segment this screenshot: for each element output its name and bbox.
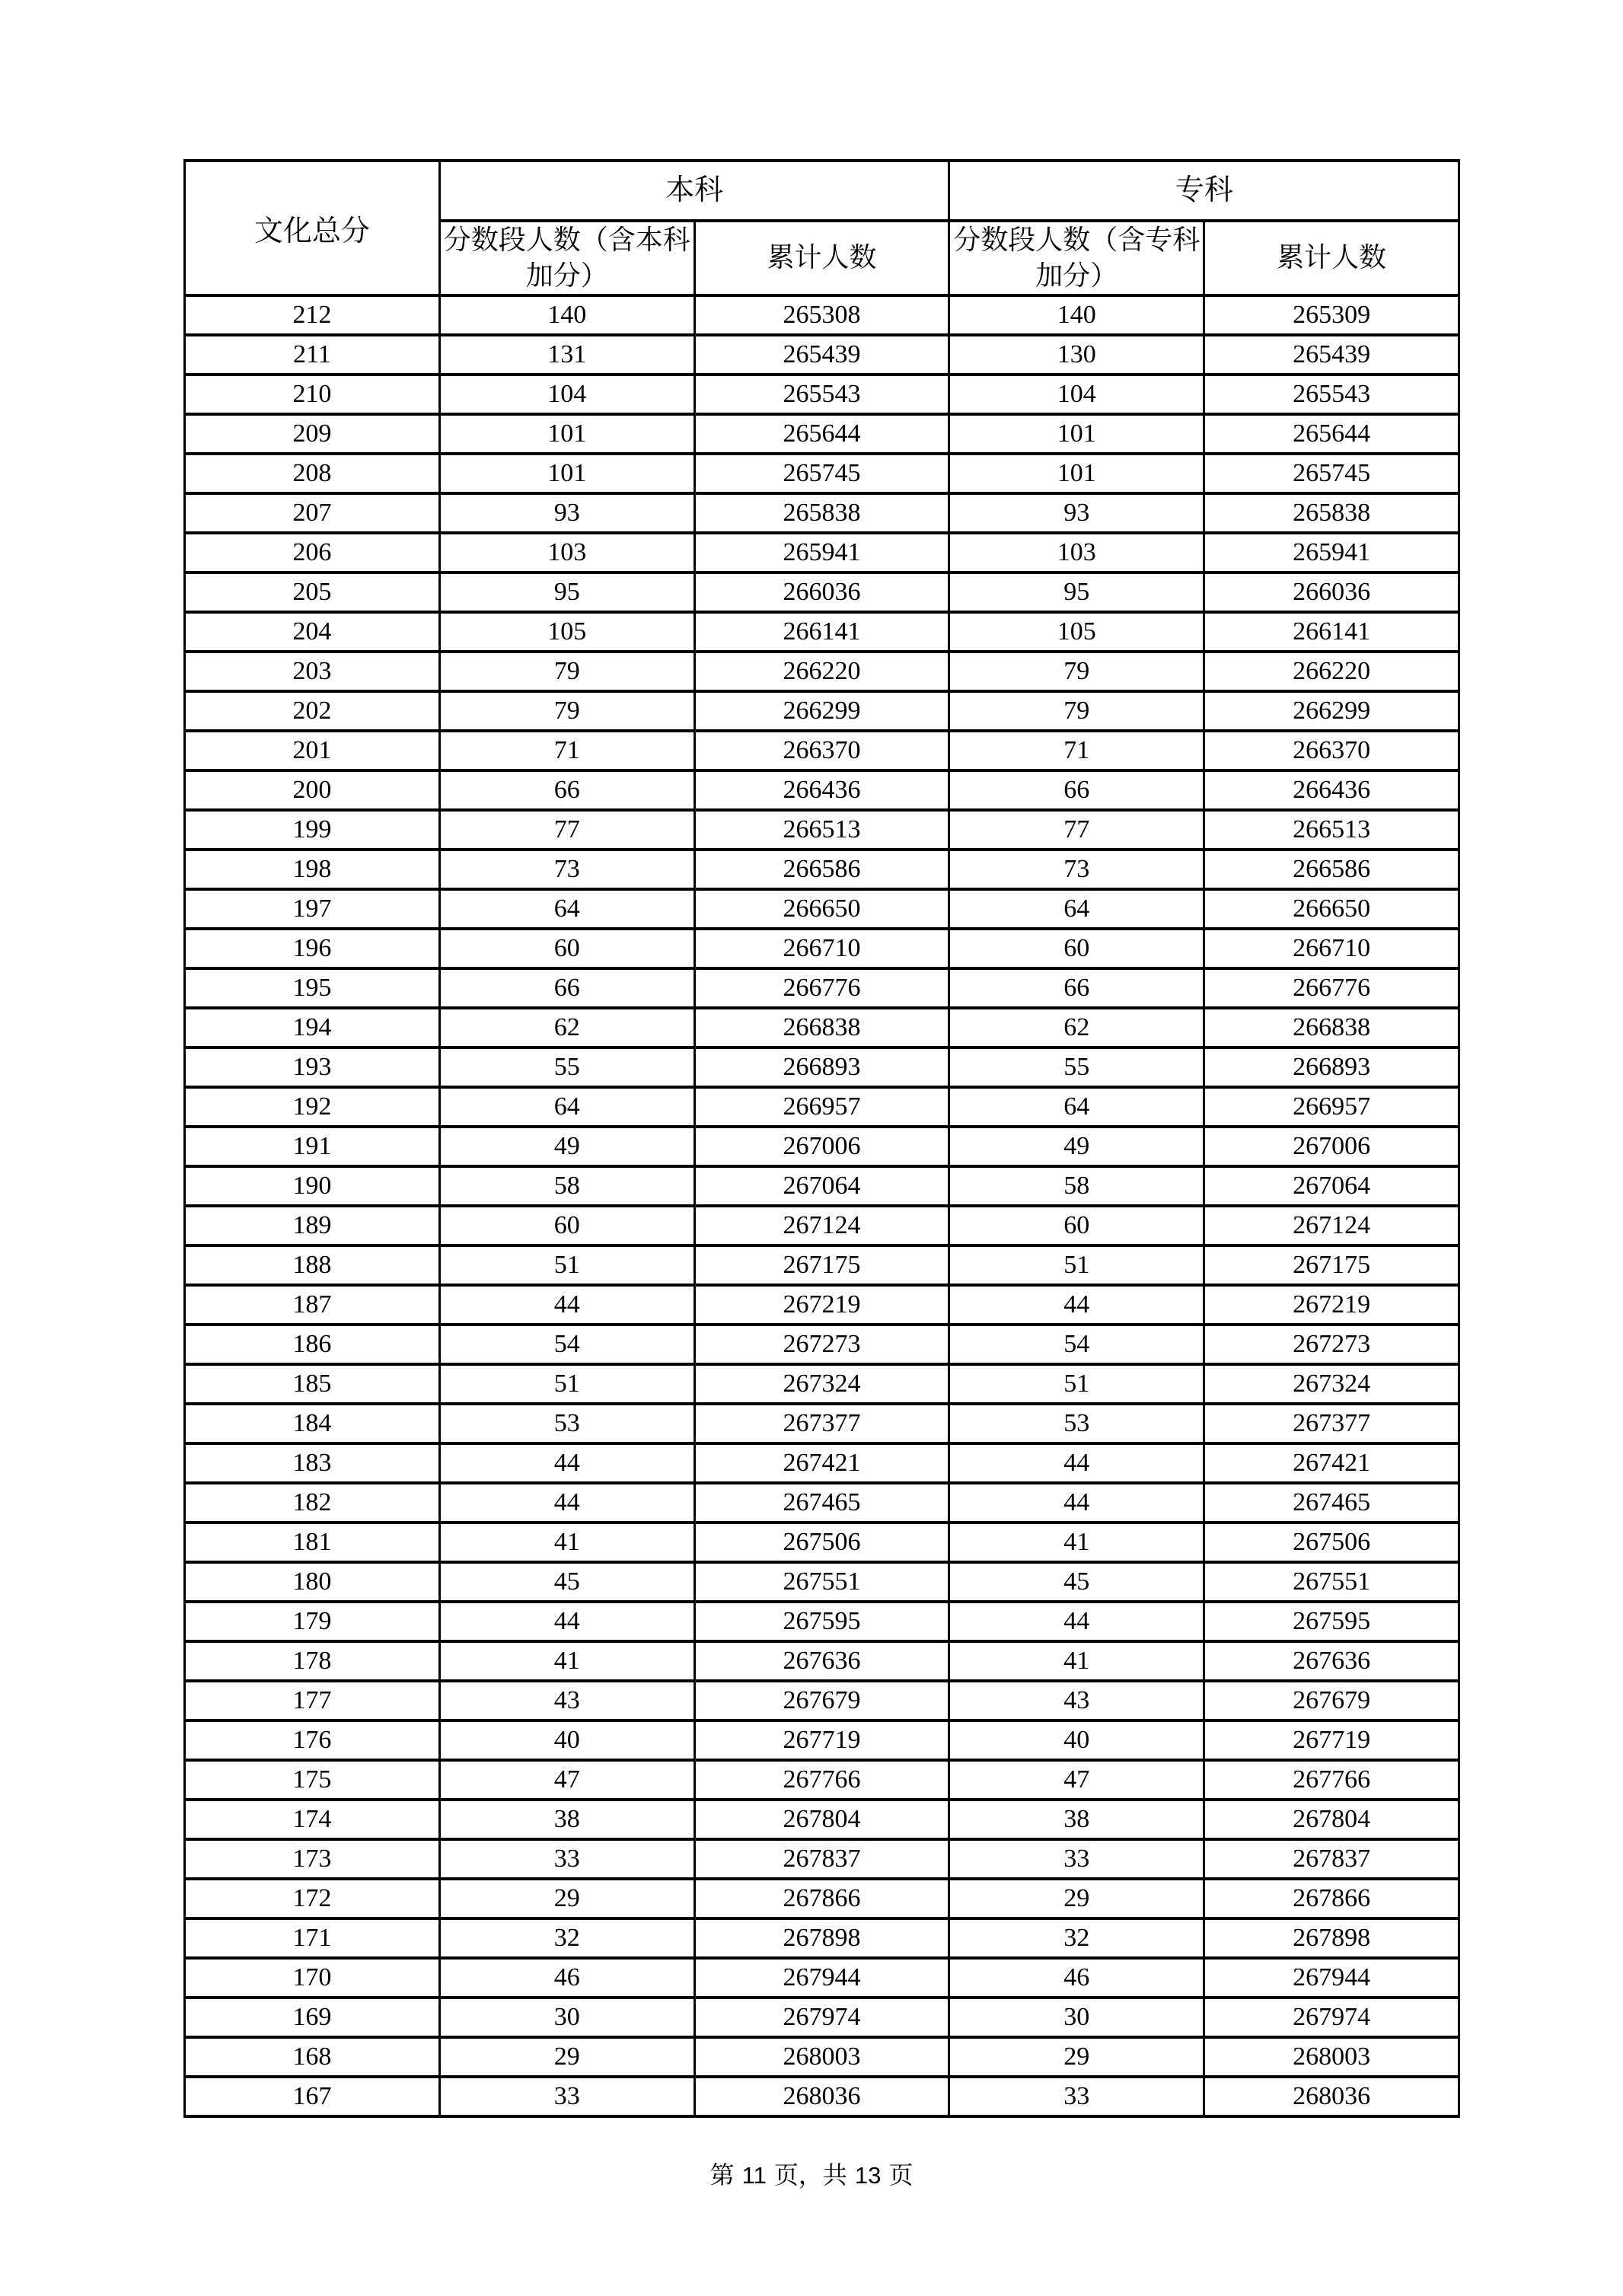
table-cell: 104 xyxy=(949,375,1204,414)
table-cell: 33 xyxy=(439,1839,694,1879)
table-cell: 66 xyxy=(949,968,1204,1008)
table-cell: 60 xyxy=(949,929,1204,968)
table-cell: 184 xyxy=(185,1404,440,1443)
table-cell: 71 xyxy=(439,731,694,770)
table-cell: 191 xyxy=(185,1127,440,1166)
table-cell: 267175 xyxy=(694,1245,949,1285)
table-cell: 43 xyxy=(949,1681,1204,1720)
table-cell: 267377 xyxy=(1204,1404,1459,1443)
table-cell: 266893 xyxy=(694,1048,949,1087)
table-cell: 58 xyxy=(949,1166,1204,1206)
table-cell: 195 xyxy=(185,968,440,1008)
table-row xyxy=(185,1800,1459,1839)
table-cell: 41 xyxy=(439,1641,694,1681)
table-cell: 267974 xyxy=(1204,1998,1459,2037)
table-cell: 170 xyxy=(185,1958,440,1998)
table-cell: 60 xyxy=(439,929,694,968)
table-cell: 55 xyxy=(949,1048,1204,1087)
table-cell: 267506 xyxy=(694,1523,949,1562)
table-cell: 44 xyxy=(439,1443,694,1483)
table-cell: 267421 xyxy=(1204,1443,1459,1483)
table-cell: 206 xyxy=(185,533,440,572)
table-row xyxy=(185,2077,1459,2116)
table-cell: 267944 xyxy=(694,1958,949,1998)
table-cell: 268036 xyxy=(694,2077,949,2116)
table-cell: 105 xyxy=(439,612,694,652)
table-row xyxy=(185,533,1459,572)
table-row xyxy=(185,1245,1459,1285)
table-cell: 93 xyxy=(949,493,1204,533)
table-cell: 266436 xyxy=(1204,770,1459,810)
table-cell: 30 xyxy=(949,1998,1204,2037)
table-cell: 95 xyxy=(949,572,1204,612)
table-cell: 60 xyxy=(439,1206,694,1245)
table-row xyxy=(185,1918,1459,1958)
table-cell: 140 xyxy=(949,295,1204,335)
table-cell: 266436 xyxy=(694,770,949,810)
table-cell: 266710 xyxy=(694,929,949,968)
table-cell: 47 xyxy=(439,1760,694,1800)
table-row xyxy=(185,1562,1459,1602)
table-cell: 101 xyxy=(439,414,694,454)
table-row xyxy=(185,1443,1459,1483)
table-header xyxy=(185,161,1459,295)
table-cell: 194 xyxy=(185,1008,440,1048)
table-cell: 267766 xyxy=(1204,1760,1459,1800)
table-cell: 267719 xyxy=(694,1720,949,1760)
table-cell: 189 xyxy=(185,1206,440,1245)
table-cell: 181 xyxy=(185,1523,440,1562)
table-row xyxy=(185,1641,1459,1681)
table-cell: 266036 xyxy=(1204,572,1459,612)
table-cell: 177 xyxy=(185,1681,440,1720)
table-row xyxy=(185,1760,1459,1800)
table-cell: 267898 xyxy=(1204,1918,1459,1958)
table-row xyxy=(185,1720,1459,1760)
table-cell: 104 xyxy=(439,375,694,414)
table-row xyxy=(185,1048,1459,1087)
table-cell: 33 xyxy=(949,2077,1204,2116)
table-cell: 64 xyxy=(439,889,694,929)
table-cell: 62 xyxy=(949,1008,1204,1048)
table-cell: 267898 xyxy=(694,1918,949,1958)
table-cell: 44 xyxy=(439,1285,694,1325)
table-cell: 267866 xyxy=(1204,1879,1459,1918)
table-cell: 267595 xyxy=(694,1602,949,1641)
table-cell: 199 xyxy=(185,810,440,850)
table-row xyxy=(185,691,1459,731)
table-cell: 267866 xyxy=(694,1879,949,1918)
table-row xyxy=(185,1404,1459,1443)
table-cell: 265308 xyxy=(694,295,949,335)
table-cell: 193 xyxy=(185,1048,440,1087)
table-cell: 33 xyxy=(439,2077,694,2116)
table-row xyxy=(185,1839,1459,1879)
table-row xyxy=(185,1008,1459,1048)
header-undergrad-segment: 分数段人数（含本科加分） xyxy=(439,221,694,295)
table-row xyxy=(185,770,1459,810)
table-cell: 190 xyxy=(185,1166,440,1206)
table-cell: 201 xyxy=(185,731,440,770)
table-cell: 210 xyxy=(185,375,440,414)
table-cell: 44 xyxy=(949,1285,1204,1325)
table-cell: 44 xyxy=(949,1483,1204,1523)
table-cell: 204 xyxy=(185,612,440,652)
table-cell: 268003 xyxy=(1204,2037,1459,2077)
table-row xyxy=(185,572,1459,612)
header-undergrad-cumulative: 累计人数 xyxy=(694,221,949,295)
table-cell: 73 xyxy=(949,850,1204,889)
table-cell: 265941 xyxy=(1204,533,1459,572)
footer-label-middle: 页，共 xyxy=(773,2161,847,2189)
table-row xyxy=(185,1087,1459,1127)
header-college-group: 专科 xyxy=(949,161,1459,221)
table-cell: 131 xyxy=(439,335,694,375)
table-row xyxy=(185,493,1459,533)
table-row xyxy=(185,1998,1459,2037)
table-cell: 266838 xyxy=(694,1008,949,1048)
table-cell: 32 xyxy=(949,1918,1204,1958)
table-cell: 187 xyxy=(185,1285,440,1325)
page-footer xyxy=(0,2156,1623,2191)
footer-page-number: 11 xyxy=(741,2162,767,2189)
table-cell: 267006 xyxy=(1204,1127,1459,1166)
table-cell: 73 xyxy=(439,850,694,889)
table-cell: 41 xyxy=(949,1641,1204,1681)
table-cell: 267273 xyxy=(1204,1325,1459,1364)
table-row xyxy=(185,1602,1459,1641)
table-row xyxy=(185,1958,1459,1998)
table-cell: 266299 xyxy=(694,691,949,731)
table-cell: 265543 xyxy=(1204,375,1459,414)
table-row xyxy=(185,612,1459,652)
table-cell: 29 xyxy=(439,1879,694,1918)
table-row xyxy=(185,375,1459,414)
table-cell: 79 xyxy=(439,691,694,731)
table-row xyxy=(185,1166,1459,1206)
table-cell: 95 xyxy=(439,572,694,612)
table-row xyxy=(185,335,1459,375)
table-cell: 265439 xyxy=(694,335,949,375)
table-cell: 267551 xyxy=(694,1562,949,1602)
table-cell: 66 xyxy=(439,770,694,810)
table-row xyxy=(185,1879,1459,1918)
table-cell: 53 xyxy=(439,1404,694,1443)
table-cell: 185 xyxy=(185,1364,440,1404)
table-cell: 44 xyxy=(949,1602,1204,1641)
table-cell: 41 xyxy=(439,1523,694,1562)
table-cell: 196 xyxy=(185,929,440,968)
table-cell: 267273 xyxy=(694,1325,949,1364)
table-cell: 40 xyxy=(949,1720,1204,1760)
table-cell: 266370 xyxy=(1204,731,1459,770)
table-cell: 267679 xyxy=(694,1681,949,1720)
table-cell: 51 xyxy=(439,1245,694,1285)
header-undergrad-group: 本科 xyxy=(439,161,949,221)
table-cell: 266220 xyxy=(694,652,949,691)
table-cell: 266957 xyxy=(1204,1087,1459,1127)
table-cell: 58 xyxy=(439,1166,694,1206)
table-cell: 79 xyxy=(439,652,694,691)
table-cell: 267974 xyxy=(694,1998,949,2037)
table-cell: 33 xyxy=(949,1839,1204,1879)
table-cell: 207 xyxy=(185,493,440,533)
table-cell: 49 xyxy=(949,1127,1204,1166)
table-cell: 211 xyxy=(185,335,440,375)
table-cell: 267804 xyxy=(1204,1800,1459,1839)
table-cell: 130 xyxy=(949,335,1204,375)
table-cell: 51 xyxy=(439,1364,694,1404)
table-cell: 45 xyxy=(439,1562,694,1602)
table-cell: 101 xyxy=(949,414,1204,454)
table-row xyxy=(185,850,1459,889)
table-cell: 266957 xyxy=(694,1087,949,1127)
table-cell: 79 xyxy=(949,691,1204,731)
table-cell: 202 xyxy=(185,691,440,731)
table-cell: 71 xyxy=(949,731,1204,770)
table-cell: 51 xyxy=(949,1364,1204,1404)
table-cell: 30 xyxy=(439,1998,694,2037)
table-row xyxy=(185,731,1459,770)
table-cell: 66 xyxy=(949,770,1204,810)
table-cell: 266586 xyxy=(1204,850,1459,889)
table-cell: 267506 xyxy=(1204,1523,1459,1562)
table-cell: 267124 xyxy=(1204,1206,1459,1245)
table-cell: 179 xyxy=(185,1602,440,1641)
table-cell: 266513 xyxy=(694,810,949,850)
table-cell: 200 xyxy=(185,770,440,810)
score-table-body xyxy=(185,295,1459,2116)
table-cell: 101 xyxy=(949,454,1204,493)
table-cell: 266650 xyxy=(1204,889,1459,929)
table-cell: 266893 xyxy=(1204,1048,1459,1087)
table-cell: 266141 xyxy=(694,612,949,652)
table-cell: 267465 xyxy=(1204,1483,1459,1523)
table-cell: 176 xyxy=(185,1720,440,1760)
table-cell: 66 xyxy=(439,968,694,1008)
table-cell: 266513 xyxy=(1204,810,1459,850)
table-cell: 267377 xyxy=(694,1404,949,1443)
table-cell: 182 xyxy=(185,1483,440,1523)
table-cell: 266586 xyxy=(694,850,949,889)
table-cell: 60 xyxy=(949,1206,1204,1245)
table-cell: 267324 xyxy=(694,1364,949,1404)
table-cell: 47 xyxy=(949,1760,1204,1800)
table-cell: 267219 xyxy=(1204,1285,1459,1325)
table-cell: 268036 xyxy=(1204,2077,1459,2116)
table-cell: 267551 xyxy=(1204,1562,1459,1602)
table-cell: 44 xyxy=(439,1483,694,1523)
table-cell: 267175 xyxy=(1204,1245,1459,1285)
table-cell: 186 xyxy=(185,1325,440,1364)
table-row xyxy=(185,1681,1459,1720)
table-cell: 265745 xyxy=(694,454,949,493)
table-cell: 265309 xyxy=(1204,295,1459,335)
table-cell: 55 xyxy=(439,1048,694,1087)
table-cell: 43 xyxy=(439,1681,694,1720)
table-cell: 267465 xyxy=(694,1483,949,1523)
table-cell: 32 xyxy=(439,1918,694,1958)
table-row xyxy=(185,652,1459,691)
table-cell: 267636 xyxy=(694,1641,949,1681)
table-cell: 265838 xyxy=(694,493,949,533)
footer-total-pages: 13 xyxy=(854,2162,882,2189)
table-cell: 192 xyxy=(185,1087,440,1127)
table-cell: 267766 xyxy=(694,1760,949,1800)
table-row xyxy=(185,2037,1459,2077)
table-cell: 198 xyxy=(185,850,440,889)
table-row xyxy=(185,968,1459,1008)
table-cell: 205 xyxy=(185,572,440,612)
table-cell: 46 xyxy=(949,1958,1204,1998)
table-row xyxy=(185,1364,1459,1404)
footer-label-prefix: 第 xyxy=(709,2161,735,2189)
table-cell: 54 xyxy=(439,1325,694,1364)
table-cell: 266776 xyxy=(1204,968,1459,1008)
table-cell: 267837 xyxy=(694,1839,949,1879)
table-row xyxy=(185,929,1459,968)
table-cell: 29 xyxy=(949,2037,1204,2077)
table-row xyxy=(185,414,1459,454)
table-cell: 38 xyxy=(949,1800,1204,1839)
table-cell: 266370 xyxy=(694,731,949,770)
table-row xyxy=(185,810,1459,850)
table-cell: 44 xyxy=(439,1602,694,1641)
table-cell: 29 xyxy=(949,1879,1204,1918)
table-cell: 173 xyxy=(185,1839,440,1879)
table-cell: 267837 xyxy=(1204,1839,1459,1879)
table-cell: 175 xyxy=(185,1760,440,1800)
footer-label-suffix: 页 xyxy=(888,2161,914,2189)
table-cell: 268003 xyxy=(694,2037,949,2077)
table-cell: 140 xyxy=(439,295,694,335)
table-row xyxy=(185,889,1459,929)
table-cell: 183 xyxy=(185,1443,440,1483)
table-cell: 267124 xyxy=(694,1206,949,1245)
table-cell: 79 xyxy=(949,652,1204,691)
table-cell: 197 xyxy=(185,889,440,929)
table-cell: 168 xyxy=(185,2037,440,2077)
table-cell: 167 xyxy=(185,2077,440,2116)
table-cell: 266776 xyxy=(694,968,949,1008)
table-cell: 64 xyxy=(949,889,1204,929)
table-cell: 267219 xyxy=(694,1285,949,1325)
table-cell: 267804 xyxy=(694,1800,949,1839)
table-cell: 64 xyxy=(439,1087,694,1127)
table-cell: 77 xyxy=(439,810,694,850)
table-cell: 103 xyxy=(439,533,694,572)
table-cell: 267324 xyxy=(1204,1364,1459,1404)
table-cell: 267595 xyxy=(1204,1602,1459,1641)
table-cell: 174 xyxy=(185,1800,440,1839)
table-cell: 266710 xyxy=(1204,929,1459,968)
table-cell: 265644 xyxy=(694,414,949,454)
table-cell: 266299 xyxy=(1204,691,1459,731)
table-cell: 103 xyxy=(949,533,1204,572)
table-cell: 101 xyxy=(439,454,694,493)
table-cell: 266650 xyxy=(694,889,949,929)
table-cell: 265838 xyxy=(1204,493,1459,533)
table-cell: 212 xyxy=(185,295,440,335)
table-cell: 40 xyxy=(439,1720,694,1760)
table-cell: 93 xyxy=(439,493,694,533)
table-cell: 49 xyxy=(439,1127,694,1166)
table-cell: 265644 xyxy=(1204,414,1459,454)
table-cell: 267636 xyxy=(1204,1641,1459,1681)
table-cell: 172 xyxy=(185,1879,440,1918)
table-row xyxy=(185,1325,1459,1364)
table-cell: 267679 xyxy=(1204,1681,1459,1720)
table-cell: 266141 xyxy=(1204,612,1459,652)
table-cell: 178 xyxy=(185,1641,440,1681)
table-cell: 44 xyxy=(949,1443,1204,1483)
table-cell: 53 xyxy=(949,1404,1204,1443)
table-cell: 38 xyxy=(439,1800,694,1839)
table-row xyxy=(185,295,1459,335)
table-cell: 64 xyxy=(949,1087,1204,1127)
table-cell: 267719 xyxy=(1204,1720,1459,1760)
table-row xyxy=(185,1285,1459,1325)
table-cell: 180 xyxy=(185,1562,440,1602)
table-row xyxy=(185,1523,1459,1562)
table-cell: 77 xyxy=(949,810,1204,850)
table-cell: 169 xyxy=(185,1998,440,2037)
table-cell: 45 xyxy=(949,1562,1204,1602)
table-row xyxy=(185,1127,1459,1166)
table-row xyxy=(185,1206,1459,1245)
table-cell: 266220 xyxy=(1204,652,1459,691)
table-cell: 266036 xyxy=(694,572,949,612)
table-cell: 51 xyxy=(949,1245,1204,1285)
table-cell: 267064 xyxy=(1204,1166,1459,1206)
table-cell: 203 xyxy=(185,652,440,691)
table-row xyxy=(185,1483,1459,1523)
header-college-segment: 分数段人数（含专科加分） xyxy=(949,221,1204,295)
table-cell: 267421 xyxy=(694,1443,949,1483)
header-college-cumulative: 累计人数 xyxy=(1204,221,1459,295)
header-score-column: 文化总分 xyxy=(185,161,440,295)
table-cell: 265941 xyxy=(694,533,949,572)
table-cell: 41 xyxy=(949,1523,1204,1562)
table-cell: 46 xyxy=(439,1958,694,1998)
score-distribution-table xyxy=(183,159,1460,2118)
table-cell: 267006 xyxy=(694,1127,949,1166)
table-cell: 265745 xyxy=(1204,454,1459,493)
table-cell: 209 xyxy=(185,414,440,454)
table-cell: 29 xyxy=(439,2037,694,2077)
table-cell: 208 xyxy=(185,454,440,493)
table-cell: 267944 xyxy=(1204,1958,1459,1998)
table-cell: 265543 xyxy=(694,375,949,414)
table-cell: 105 xyxy=(949,612,1204,652)
table-cell: 54 xyxy=(949,1325,1204,1364)
table-cell: 171 xyxy=(185,1918,440,1958)
table-cell: 62 xyxy=(439,1008,694,1048)
table-cell: 265439 xyxy=(1204,335,1459,375)
table-cell: 266838 xyxy=(1204,1008,1459,1048)
table-cell: 188 xyxy=(185,1245,440,1285)
table-row xyxy=(185,454,1459,493)
table-cell: 267064 xyxy=(694,1166,949,1206)
